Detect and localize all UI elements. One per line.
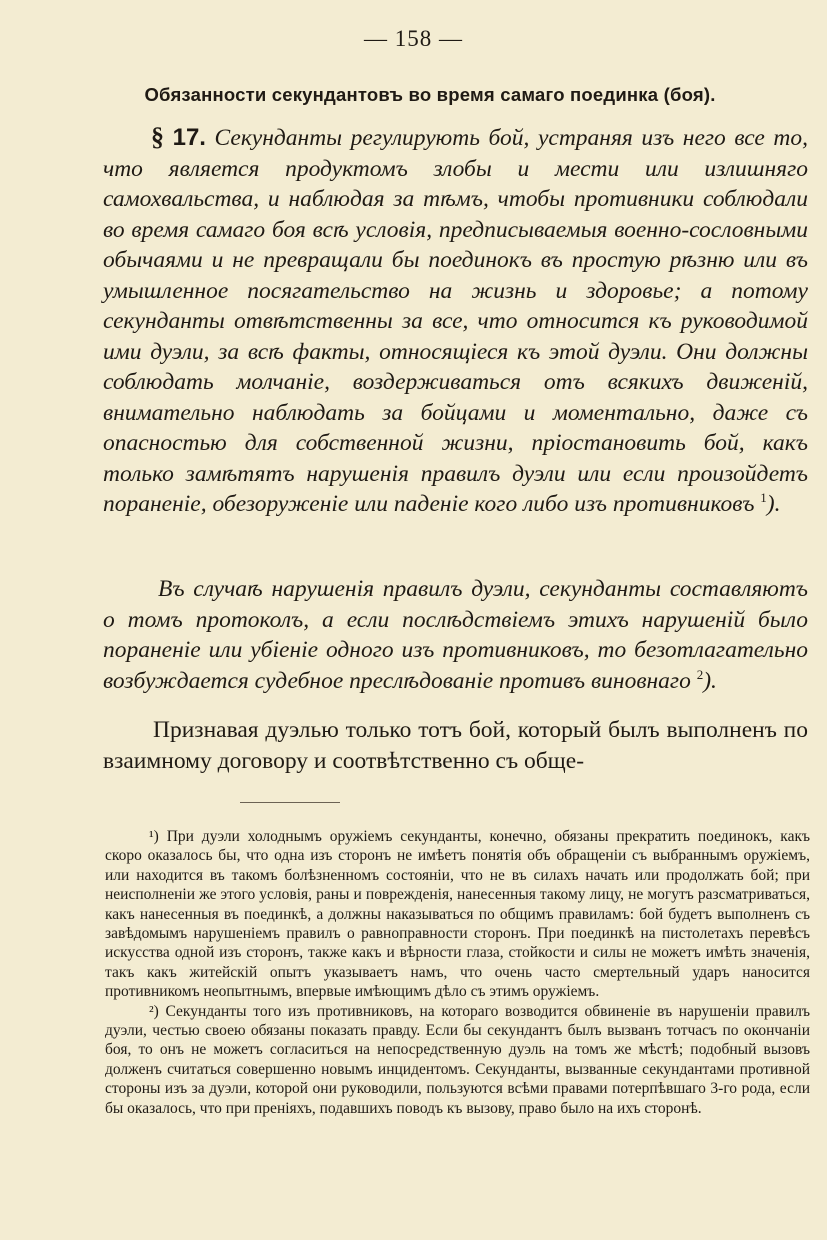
paragraph-text-end: ). (703, 667, 717, 694)
footnote-text: Секунданты того изъ противниковъ, на котораго возводится обвиненіе въ нарушеніи правилъ дуэли, честью своею обязаны показать правду. Если бы секундантъ былъ вызванъ тотчасъ по окончаніи боя, то онъ не можетъ согласиться на непосредственную дуэль на томъ же мѣстѣ; подобный вызовъ долженъ считаться совершенно новымъ инцидентомъ. Секунданты, вызванные секундантами противной стороны изъ за дуэли, которой они руководили, пользуются всѣми правами потерпѣвшаго 3-го рода, если бы оказалось, что при преніяхъ, подавшихъ поводъ къ вызову, право было на ихъ сторонѣ. (105, 1002, 810, 1117)
paragraph-17 (103, 122, 808, 520)
section-number: 17. (172, 124, 206, 151)
footnote-divider (240, 802, 340, 803)
footnote-ref-2: 2 (696, 666, 704, 682)
paragraph-text-end: ). (766, 491, 781, 517)
footnotes (105, 827, 810, 1118)
section-sign: § (151, 122, 164, 151)
paragraph-text: Секунданты регулирують бой, устраняя изъ него все то, что является продуктомъ злобы и мести или излишняго самохвальства, и наблюдая за тѣмъ, чтобы противники соблюдали во время самаго боя всѣ условія, предписываемыя военно-сословными обычаями и не превращали бы поединокъ въ простую рѣзню или въ умышленное посягательство на жизнь и здоровье; а потому секунданты отвѣтственны за все, что относится къ руководимой ими дуэли, за всѣ факты, относящіеся къ этой дуэли. Они должны соблюдать молчаніе, воздерживаться отъ всякихъ движеній, внимательно наблюдать за бойцами и моментально, даже съ опасностью для собственной жизни, пріостановить бой, какъ только замѣтятъ нарушенія правилъ дуэли или если произойдетъ пораненіе, обезоруженіе или паденіе кого либо изъ противниковъ (103, 125, 809, 517)
footnote-mark: ¹) (149, 828, 159, 845)
footnote-mark: ²) (149, 1002, 159, 1020)
footnote-text: При дуэли холоднымъ оружіемъ секунданты, конечно, обязаны прекратить поединокъ, какъ скоро оказалось бы, что одна изъ сторонъ не имѣетъ понятія объ обращеніи съ выбраннымъ оружіемъ, или находится въ такомъ болѣзненномъ состояніи, что не въ силахъ начать или продолжать бой; при неисполненіи же этого условія, раны и поврежденія, нанесенныя такому лицу, не могутъ разсматриваться, какъ нанесенныя въ поединкѣ, а должны наказываться по общимъ правиламъ: бой будетъ выполненъ съ завѣдомымъ нарушеніемъ правилъ о равноправности сторонъ. При поединкѣ на пистолетахъ перевѣсъ искусства одной изъ сторонъ, также какъ и вѣрности глаза, стойкости и силы не можетъ имѣть значенія, такъ какъ житейскій опытъ указываетъ намъ, что очень часто смертельный ударъ наносится противникомъ неопытнымъ, впервые имѣющимъ дѣло съ этимъ оружіемъ. (105, 828, 810, 1001)
paragraph-violations (103, 574, 808, 696)
paragraph-text: Въ случаѣ нарушенія правилъ дуэли, секунданты составляютъ о томъ протоколъ, а если послѣдствіемъ этихъ нарушеній было пораненіе или убіеніе одного изъ противниковъ, то безотлагательно возбуждается судебное преслѣдованіе противъ виновнаго (103, 576, 808, 694)
paragraph-duel-definition: Признавая дуэлью только тотъ бой, который былъ выполненъ по взаимному договору и соотвѣтственно съ обще- (103, 717, 808, 774)
footnote-ref-1: 1 (760, 490, 767, 505)
page-number: — 158 — (364, 26, 463, 51)
section-heading: Обязанности секундантовъ во время самаго поединка (боя). (144, 84, 716, 105)
footnote-1 (105, 827, 810, 1002)
footnote-2 (105, 1002, 810, 1118)
